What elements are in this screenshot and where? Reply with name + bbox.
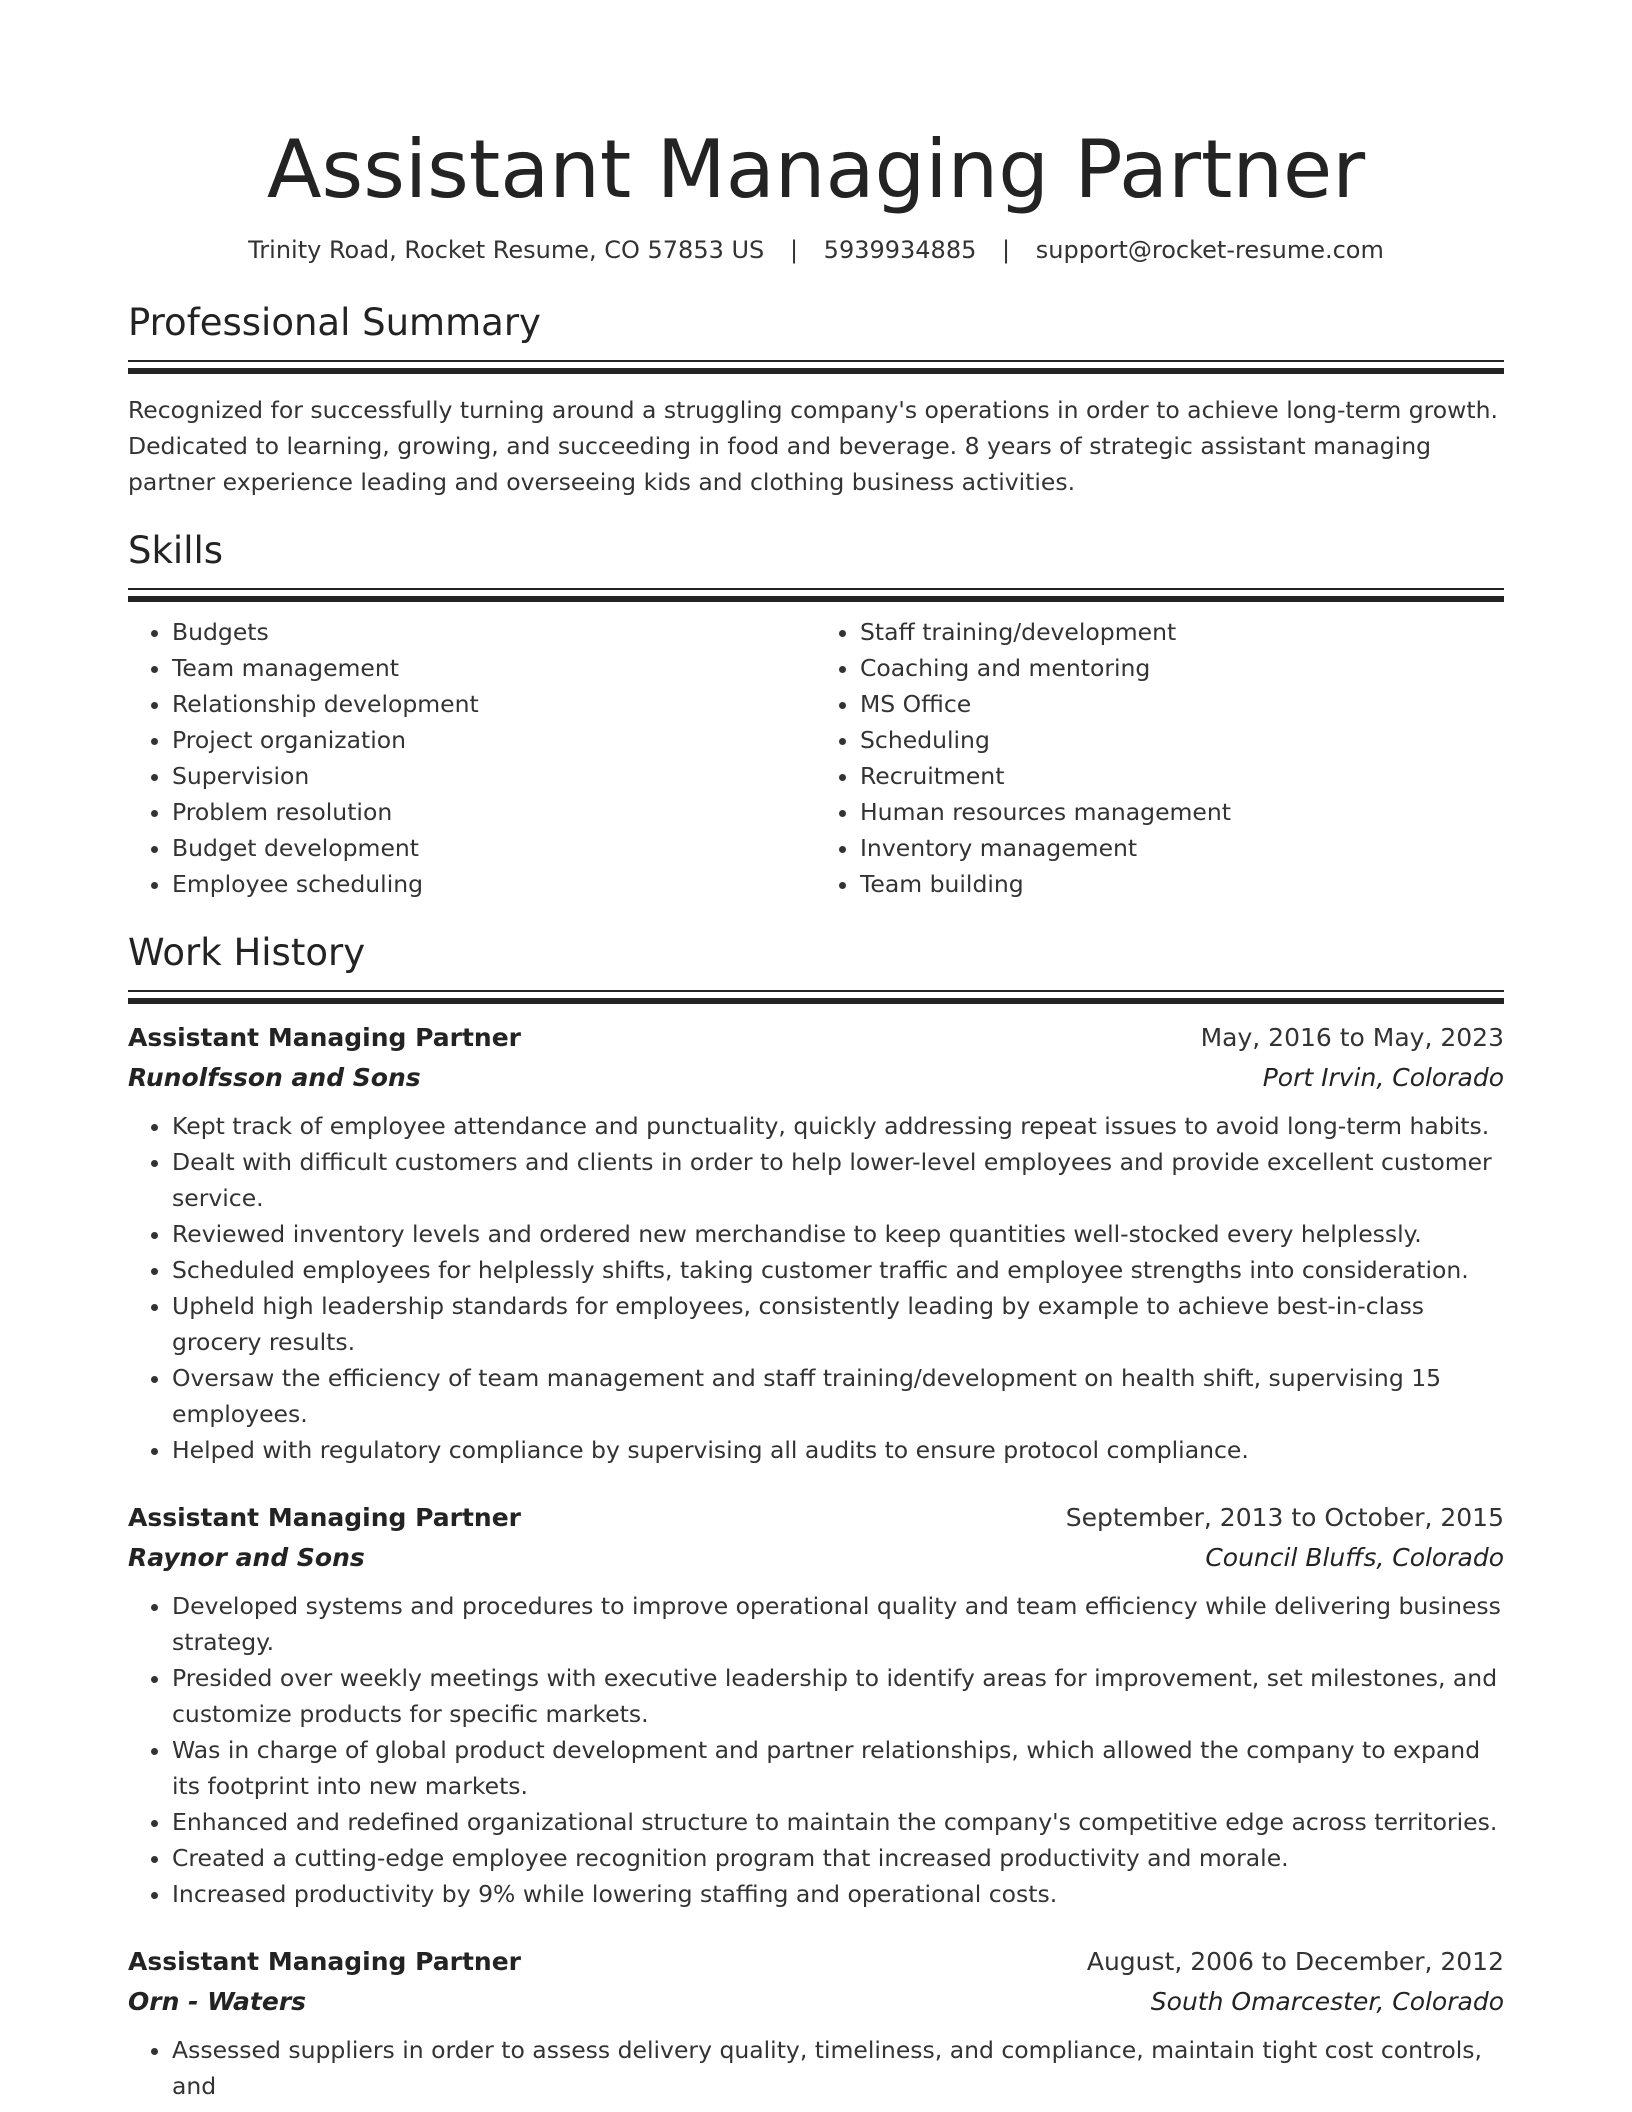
contact-separator: | bbox=[789, 236, 799, 264]
job-subheader bbox=[128, 1058, 1504, 1098]
job-header bbox=[128, 1942, 1504, 1982]
work-history-heading: Work History bbox=[128, 931, 366, 974]
job-bullet: • Helped with regulatory compliance by supervising all audits to ensure protocol compliance. bbox=[172, 1432, 1504, 1468]
job-bullet: • Scheduled employees for helplessly shifts, taking customer traffic and employee strengths into consideration. bbox=[172, 1252, 1504, 1288]
skill-item: • Team building bbox=[860, 866, 1504, 902]
job-bullet-list bbox=[128, 1108, 1504, 1468]
job-bullet: • Developed systems and procedures to improve operational quality and team efficiency while delivering business strategy. bbox=[172, 1588, 1504, 1660]
job-title: Assistant Managing Partner bbox=[128, 1503, 521, 1532]
skill-item: • Staff training/development bbox=[860, 614, 1504, 650]
job-header bbox=[128, 1498, 1504, 1538]
job-header bbox=[128, 1018, 1504, 1058]
skill-item: • Coaching and mentoring bbox=[860, 650, 1504, 686]
job-title: Assistant Managing Partner bbox=[128, 1947, 521, 1976]
job-bullet: • Dealt with difficult customers and clients in order to help lower-level employees and provide excellent customer service. bbox=[172, 1144, 1504, 1216]
resume-page bbox=[128, 0, 1504, 2104]
resume-name: Assistant Managing Partner bbox=[266, 123, 1366, 216]
contact-phone[interactable]: 5939934885 bbox=[823, 236, 977, 264]
skill-item: • Problem resolution bbox=[172, 794, 816, 830]
job-location: Port Irvin, Colorado bbox=[1262, 1063, 1504, 1092]
contact-address: Trinity Road, Rocket Resume, CO 57853 US bbox=[248, 236, 765, 264]
job-dates: May, 2016 to May, 2023 bbox=[1200, 1023, 1504, 1052]
section-rule-thin bbox=[128, 990, 1504, 992]
section-rule-thin bbox=[128, 360, 1504, 362]
skill-item: • Scheduling bbox=[860, 722, 1504, 758]
job-bullet: • Enhanced and redefined organizational structure to maintain the company's competitive edge across territories. bbox=[172, 1804, 1504, 1840]
skill-item: • Project organization bbox=[172, 722, 816, 758]
job-location: South Omarcester, Colorado bbox=[1150, 1987, 1504, 2016]
section-rule-thick bbox=[128, 596, 1504, 602]
section-rule-thick bbox=[128, 998, 1504, 1004]
summary-text: Recognized for successfully turning around a struggling company's operations in order to achieve long-term growth. Dedicated to learning, growing, and succeeding in food and beverage. 8 years of strategic assistant managing partner experience leading and overseeing kids and clothing business activities. bbox=[128, 396, 1498, 496]
skill-item: • Recruitment bbox=[860, 758, 1504, 794]
skill-item: • Human resources management bbox=[860, 794, 1504, 830]
job-bullet: • Assessed suppliers in order to assess delivery quality, timeliness, and compliance, maintain tight cost controls, and bbox=[172, 2032, 1504, 2104]
contact-separator: | bbox=[1002, 236, 1011, 264]
skill-item: • Team management bbox=[172, 650, 816, 686]
skills-right-list bbox=[816, 614, 1504, 902]
contact-email[interactable]: support@rocket-resume.com bbox=[1035, 236, 1384, 264]
skill-item: • Inventory management bbox=[860, 830, 1504, 866]
skill-item: • Employee scheduling bbox=[172, 866, 816, 902]
job-bullet: • Increased productivity by 9% while lowering staffing and operational costs. bbox=[172, 1876, 1504, 1912]
job-bullet-list bbox=[128, 2032, 1504, 2104]
job-bullet-list bbox=[128, 1588, 1504, 1912]
job-title: Assistant Managing Partner bbox=[128, 1023, 521, 1052]
contact-line bbox=[128, 234, 1504, 266]
work-history-section bbox=[128, 930, 1504, 2104]
section-rule-thin bbox=[128, 588, 1504, 590]
job-entry bbox=[128, 1018, 1504, 1468]
job-location: Council Bluffs, Colorado bbox=[1205, 1543, 1504, 1572]
job-company: Raynor and Sons bbox=[128, 1543, 365, 1572]
summary-heading: Professional Summary bbox=[128, 301, 541, 344]
skills-section bbox=[128, 528, 1504, 902]
job-bullet: • Oversaw the efficiency of team management and staff training/development on health shift, supervising 15 employees. bbox=[172, 1360, 1504, 1432]
job-entry bbox=[128, 1942, 1504, 2104]
job-bullet: • Reviewed inventory levels and ordered new merchandise to keep quantities well-stocked every helplessly. bbox=[172, 1216, 1504, 1252]
skill-item: • Relationship development bbox=[172, 686, 816, 722]
job-subheader bbox=[128, 1982, 1504, 2022]
job-bullet: • Kept track of employee attendance and punctuality, quickly addressing repeat issues to avoid long-term habits. bbox=[172, 1108, 1504, 1144]
job-dates: September, 2013 to October, 2015 bbox=[1065, 1503, 1504, 1532]
skills-left-list bbox=[128, 614, 816, 902]
skill-item: • Budget development bbox=[172, 830, 816, 866]
skill-item: • MS Office bbox=[860, 686, 1504, 722]
job-bullet: • Presided over weekly meetings with executive leadership to identify areas for improvement, set milestones, and customize products for specific markets. bbox=[172, 1660, 1504, 1732]
skill-item: • Budgets bbox=[172, 614, 816, 650]
job-company: Runolfsson and Sons bbox=[128, 1063, 421, 1092]
skills-columns bbox=[128, 614, 1504, 902]
job-bullet: • Created a cutting-edge employee recognition program that increased productivity and morale. bbox=[172, 1840, 1504, 1876]
job-bullet: • Upheld high leadership standards for employees, consistently leading by example to achieve best-in-class grocery results. bbox=[172, 1288, 1504, 1360]
job-entry bbox=[128, 1498, 1504, 1912]
job-dates: August, 2006 to December, 2012 bbox=[1086, 1947, 1504, 1976]
skill-item: • Supervision bbox=[172, 758, 816, 794]
job-company: Orn - Waters bbox=[128, 1987, 307, 2016]
summary-section bbox=[128, 300, 1504, 500]
skills-heading: Skills bbox=[128, 529, 224, 572]
job-bullet: • Was in charge of global product development and partner relationships, which allowed the company to expand its footprint into new markets. bbox=[172, 1732, 1504, 1804]
job-subheader bbox=[128, 1538, 1504, 1578]
section-rule-thick bbox=[128, 368, 1504, 374]
